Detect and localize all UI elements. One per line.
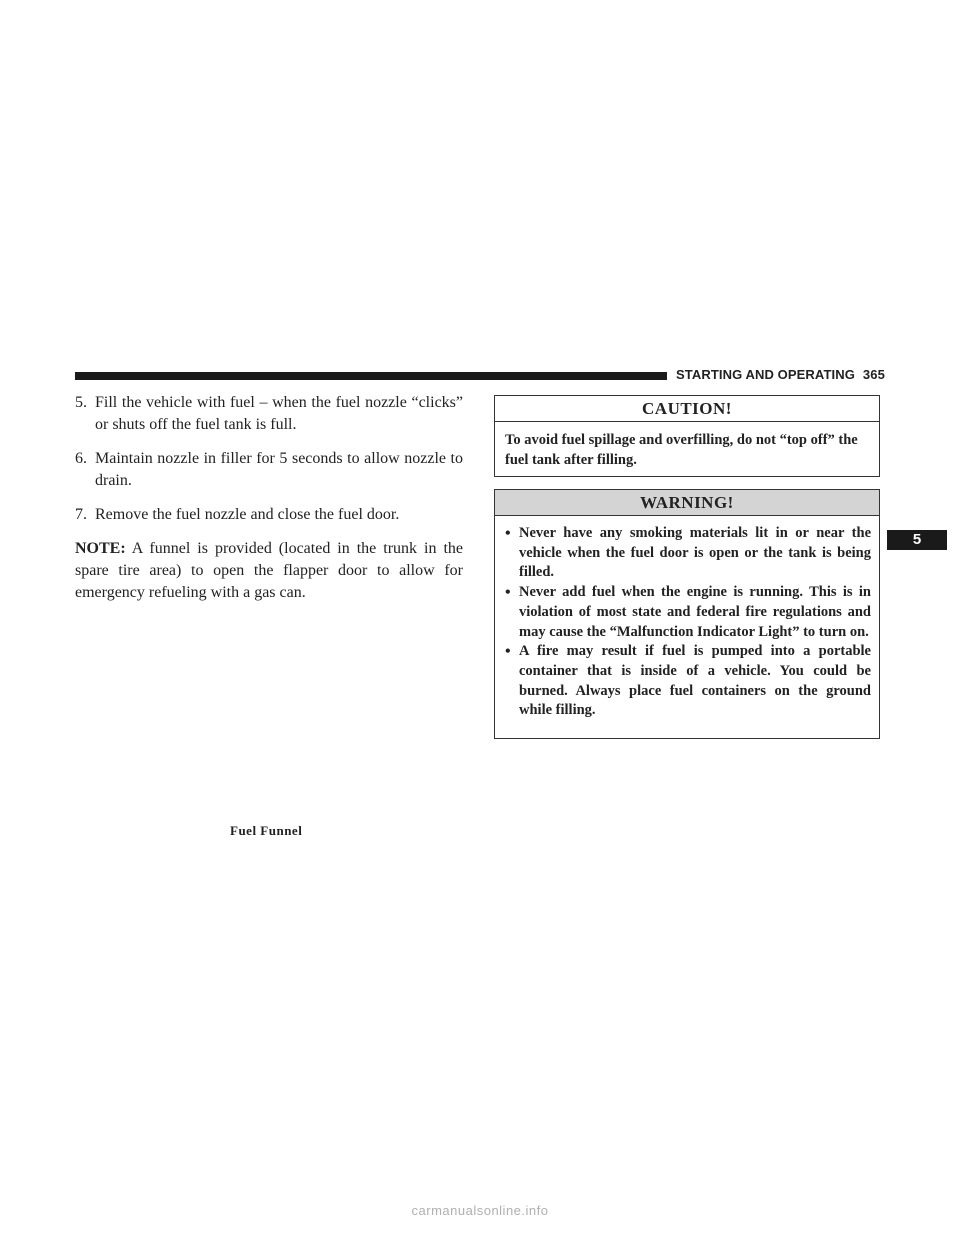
bullet-icon: •	[505, 643, 511, 661]
step-text: Remove the fuel nozzle and close the fuel door.	[95, 506, 400, 523]
warning-bullet-text: Never add fuel when the engine is running. This is in violation of most state and federal fire regulations and may cause the “Malfunction Indicator Light” to turn on.	[519, 584, 871, 640]
chapter-tab[interactable]: 5	[887, 530, 947, 550]
step-number: 7.	[75, 506, 87, 523]
warning-bullet-text: Never have any smoking materials lit in or near the vehicle when the fuel door is open or the tank is being filled.	[519, 525, 871, 581]
left-column	[75, 392, 463, 604]
page-number: 365	[862, 367, 885, 382]
warning-bullet	[505, 524, 871, 583]
warning-title: WARNING!	[495, 490, 879, 516]
step-number: 6.	[75, 450, 87, 467]
bullet-icon: •	[505, 525, 511, 542]
warning-bullet	[505, 583, 871, 642]
warning-bullet-text: A fire may result if fuel is pumped into a portable container that is inside of a vehicle. You could be burned. Always place fuel containers on the ground while filling.	[519, 643, 871, 719]
chapter-title: STARTING AND OPERATING	[676, 367, 855, 382]
step-text: Maintain nozzle in filler for 5 seconds to allow nozzle to drain.	[95, 450, 463, 489]
bullet-icon: •	[505, 584, 511, 602]
figure-caption: Fuel Funnel	[230, 823, 303, 838]
note-label: NOTE:	[75, 540, 126, 557]
caution-text: To avoid fuel spillage and overfilling, do not “top off” the fuel tank after filling.	[505, 432, 858, 468]
footer-watermark: carmanualsonline.info	[411, 1203, 549, 1218]
header-rule	[75, 372, 667, 380]
step-item	[75, 448, 463, 492]
note-paragraph	[75, 538, 463, 604]
caution-title: CAUTION!	[495, 396, 879, 422]
step-item	[75, 504, 463, 526]
step-text: Fill the vehicle with fuel – when the fuel nozzle “clicks” or shuts off the fuel tank is full.	[95, 394, 463, 433]
note-text: A funnel is provided (located in the trunk in the spare tire area) to open the flapper door to allow for emergency refueling with a gas can.	[75, 540, 464, 601]
step-number: 5.	[75, 394, 87, 411]
caution-box	[494, 395, 880, 477]
warning-list	[495, 516, 879, 721]
step-item	[75, 392, 463, 436]
running-header	[676, 367, 885, 382]
warning-box	[494, 489, 880, 739]
warning-bullet	[505, 642, 871, 721]
